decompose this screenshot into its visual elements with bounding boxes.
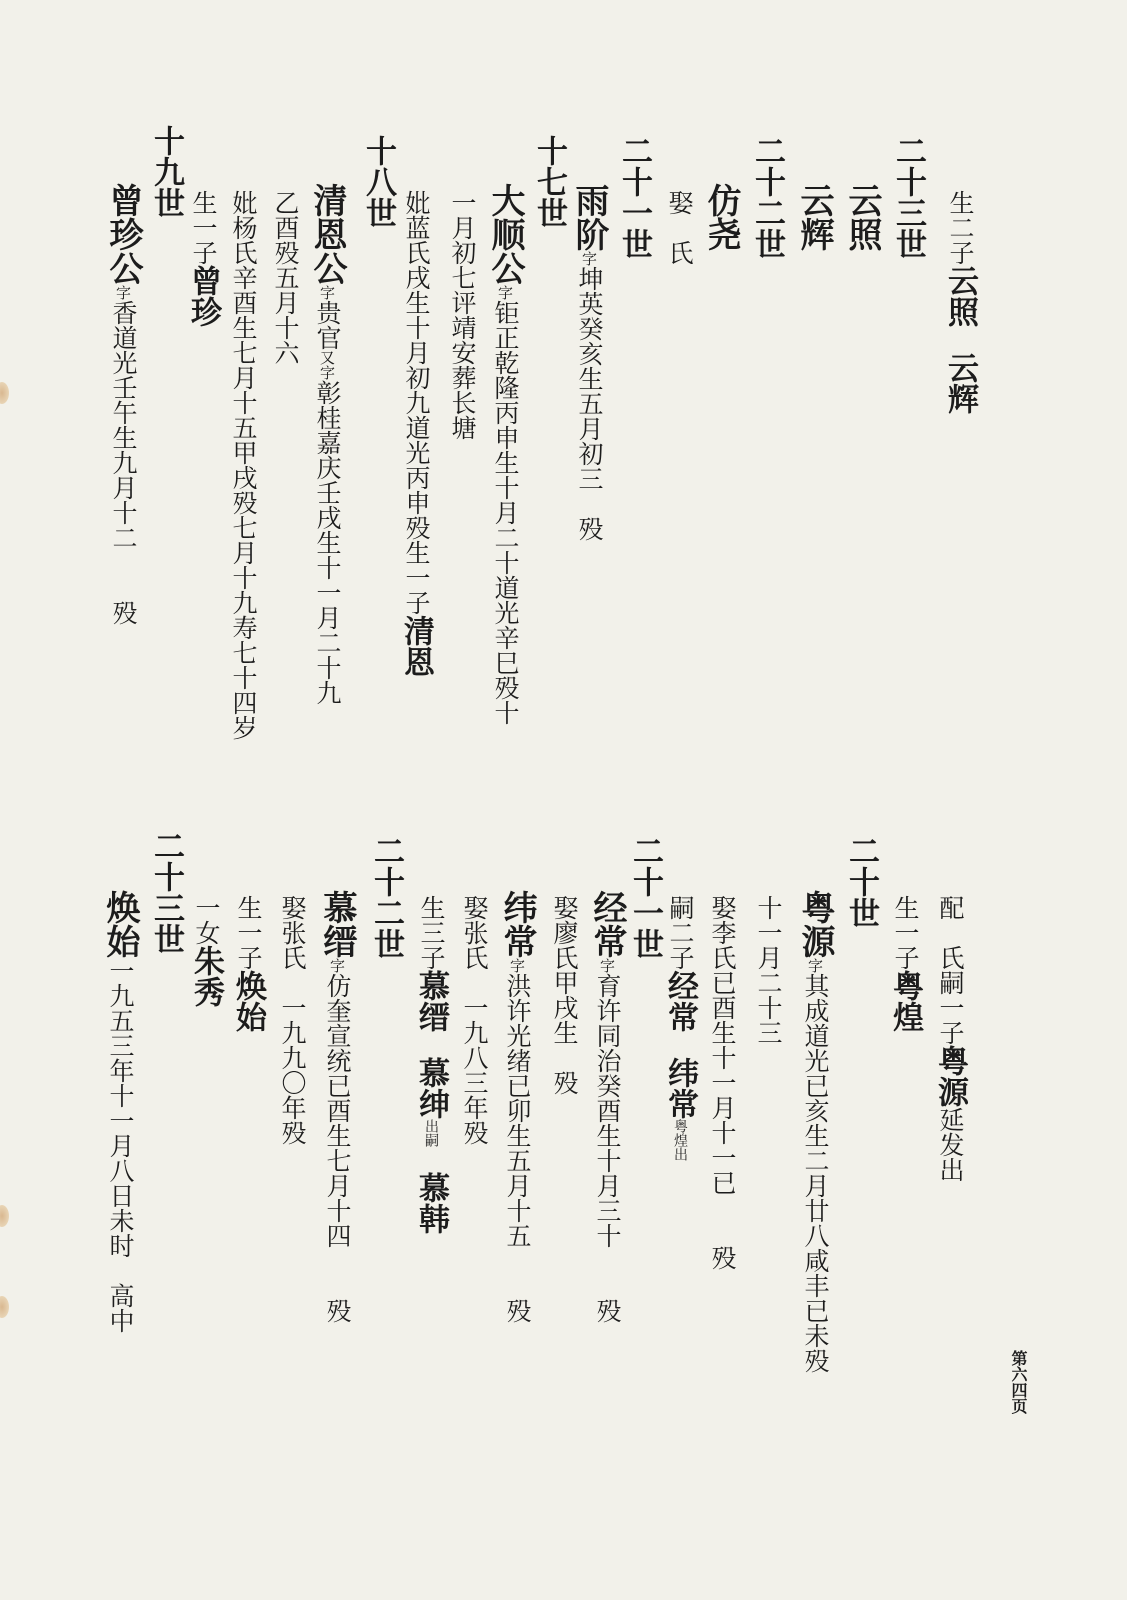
text-run: 朱秀: [188, 945, 224, 1007]
text-run: [665, 215, 694, 240]
binder-hole: [0, 382, 9, 404]
text-run: 纬常: [497, 890, 537, 958]
col-bottom-19: [148, 830, 184, 954]
text-run: 妣杨氏辛酉生七月十五甲戌殁七月十九寿七十四岁: [229, 190, 258, 740]
col-bottom-17: [230, 895, 266, 1032]
col-top-13: [398, 190, 434, 677]
col-top-2: [890, 135, 926, 259]
text-run: 乙酉殁五月十六: [271, 190, 300, 365]
text-run: 云照: [942, 265, 978, 327]
text-run: 二十世: [843, 835, 879, 928]
text-run: 二十三世: [148, 830, 184, 954]
text-run: 二十二世: [749, 135, 785, 259]
text-run: 慕韩: [413, 1172, 449, 1234]
text-run: 雨阶: [569, 183, 609, 251]
col-top-11: [485, 183, 525, 725]
text-run: 延发出: [936, 1107, 965, 1182]
text-run: 配 氏嗣一子: [936, 895, 965, 1045]
col-top-5: [749, 135, 785, 259]
text-run: 字: [508, 958, 526, 973]
col-top-16: [273, 190, 298, 365]
col-top-1: [942, 190, 978, 414]
text-run: 慕缙: [317, 890, 357, 958]
col-top-12: [450, 190, 475, 440]
text-run: 生一子: [189, 190, 218, 265]
text-run: 纬常: [662, 1057, 698, 1119]
text-run: 字: [496, 285, 514, 300]
text-run: 二十一世: [627, 835, 663, 959]
col-top-6: [701, 183, 741, 251]
text-run: 云照: [842, 183, 882, 251]
text-run: 慕缙: [413, 970, 449, 1032]
col-top-4: [794, 183, 834, 251]
col-bottom-18: [188, 895, 224, 1007]
col-bottom-10: [552, 895, 577, 1095]
text-run: 出嗣: [423, 1119, 439, 1147]
col-top-8: [616, 135, 652, 259]
text-run: 娶张氏 一九九〇年殁: [278, 895, 307, 1145]
col-top-15: [307, 183, 347, 705]
text-run: 生二子: [946, 190, 975, 265]
text-run: 妣蓝氏戌生十月初九道光丙申殁生一子: [402, 190, 431, 615]
text-run: 二十一世: [616, 135, 652, 259]
text-run: [666, 1032, 695, 1057]
text-run: 焕始: [100, 890, 140, 958]
text-run: 一女: [192, 895, 221, 945]
col-bottom-1: [932, 895, 968, 1182]
text-run: 生三子: [417, 895, 446, 970]
text-run: 一月初七评靖安葬长塘: [448, 190, 477, 440]
text-run: 经常: [587, 890, 627, 958]
text-run: 字: [318, 285, 336, 300]
text-run: 清恩公: [307, 183, 347, 285]
text-run: 仿奎宣统已酉生七月十四 殁: [323, 973, 352, 1323]
col-bottom-15: [317, 890, 357, 1323]
text-run: 十一月二十三: [754, 895, 783, 1045]
col-bottom-3: [843, 835, 879, 928]
binder-hole: [0, 1296, 9, 1318]
col-bottom-5: [756, 895, 781, 1045]
col-top-17: [231, 190, 256, 740]
text-run: 字: [580, 251, 598, 266]
text-run: 娶李氏已酉生十一月十一已 殁: [708, 895, 737, 1270]
text-run: 生一子: [234, 895, 263, 970]
text-run: 十八世: [360, 135, 396, 228]
col-bottom-7: [662, 895, 698, 1161]
col-bottom-8: [627, 835, 663, 959]
text-run: 一九五三年十一月八日未时 高中: [106, 958, 135, 1333]
page-number: 第六四页: [1009, 1350, 1028, 1414]
col-bottom-12: [462, 895, 487, 1145]
text-run: 娶廖氏甲戌生 殁: [550, 895, 579, 1095]
text-run: 生一子: [891, 895, 920, 970]
text-run: 娶: [665, 190, 694, 215]
col-top-14: [360, 135, 396, 228]
text-run: 又字: [318, 350, 336, 380]
text-run: 钜正乾隆丙申生十月二十道光辛巳殁十: [491, 300, 520, 725]
text-run: 粤源: [932, 1045, 968, 1107]
col-bottom-20: [100, 890, 140, 1333]
col-bottom-13: [413, 895, 449, 1234]
text-run: [417, 1032, 446, 1057]
text-run: 二十三世: [890, 135, 926, 259]
col-bottom-14: [368, 835, 404, 959]
col-bottom-2: [887, 895, 923, 1032]
col-top-18: [185, 190, 221, 327]
text-run: 经常: [662, 970, 698, 1032]
col-top-10: [531, 135, 567, 228]
text-run: 香道光壬午生九月十二 殁: [109, 300, 138, 625]
text-run: 曾珍公: [103, 183, 143, 285]
col-bottom-6: [710, 895, 735, 1270]
col-bottom-9: [587, 890, 627, 1323]
text-run: 嗣二子: [666, 895, 695, 970]
text-run: 洪许光绪已卯生五月十五 殁: [503, 973, 532, 1323]
col-top-3: [842, 183, 882, 251]
text-run: 十九世: [148, 125, 184, 218]
text-run: 粤煌出: [672, 1119, 688, 1161]
text-run: 其成道光已亥生二月廿八咸丰已未殁: [801, 973, 830, 1373]
binder-hole: [0, 1205, 9, 1227]
col-bottom-4: [795, 890, 835, 1373]
text-run: 云辉: [942, 352, 978, 414]
col-bottom-11: [497, 890, 537, 1323]
text-run: 二十二世: [368, 835, 404, 959]
text-run: 粤源: [795, 890, 835, 958]
text-run: 贵官: [313, 300, 342, 350]
text-run: 慕绅: [413, 1057, 449, 1119]
text-run: 育许同治癸酉生十月三十 殁: [593, 973, 622, 1323]
text-run: 清恩: [398, 615, 434, 677]
text-run: 大顺公: [485, 183, 525, 285]
text-run: 娶张氏 一九八三年殁: [460, 895, 489, 1145]
text-run: [946, 327, 975, 352]
text-run: 粤煌: [887, 970, 923, 1032]
text-run: 氏: [665, 240, 694, 265]
text-run: 字: [598, 958, 616, 973]
col-bottom-16: [280, 895, 305, 1145]
col-top-9: [569, 183, 609, 541]
text-run: 字: [806, 958, 824, 973]
text-run: 曾珍: [185, 265, 221, 327]
text-run: 云辉: [794, 183, 834, 251]
text-run: 焕始: [230, 970, 266, 1032]
text-run: 彰桂嘉庆壬戌生十一月二十九: [313, 380, 342, 705]
text-run: 字: [114, 285, 132, 300]
text-run: 坤英癸亥生五月初三 殁: [575, 266, 604, 541]
text-run: [417, 1147, 446, 1172]
text-run: 十七世: [531, 135, 567, 228]
text-run: 仿尧: [701, 183, 741, 251]
text-run: 字: [328, 958, 346, 973]
col-top-20: [103, 183, 143, 625]
col-top-19: [148, 125, 184, 218]
col-top-7: [667, 190, 692, 265]
